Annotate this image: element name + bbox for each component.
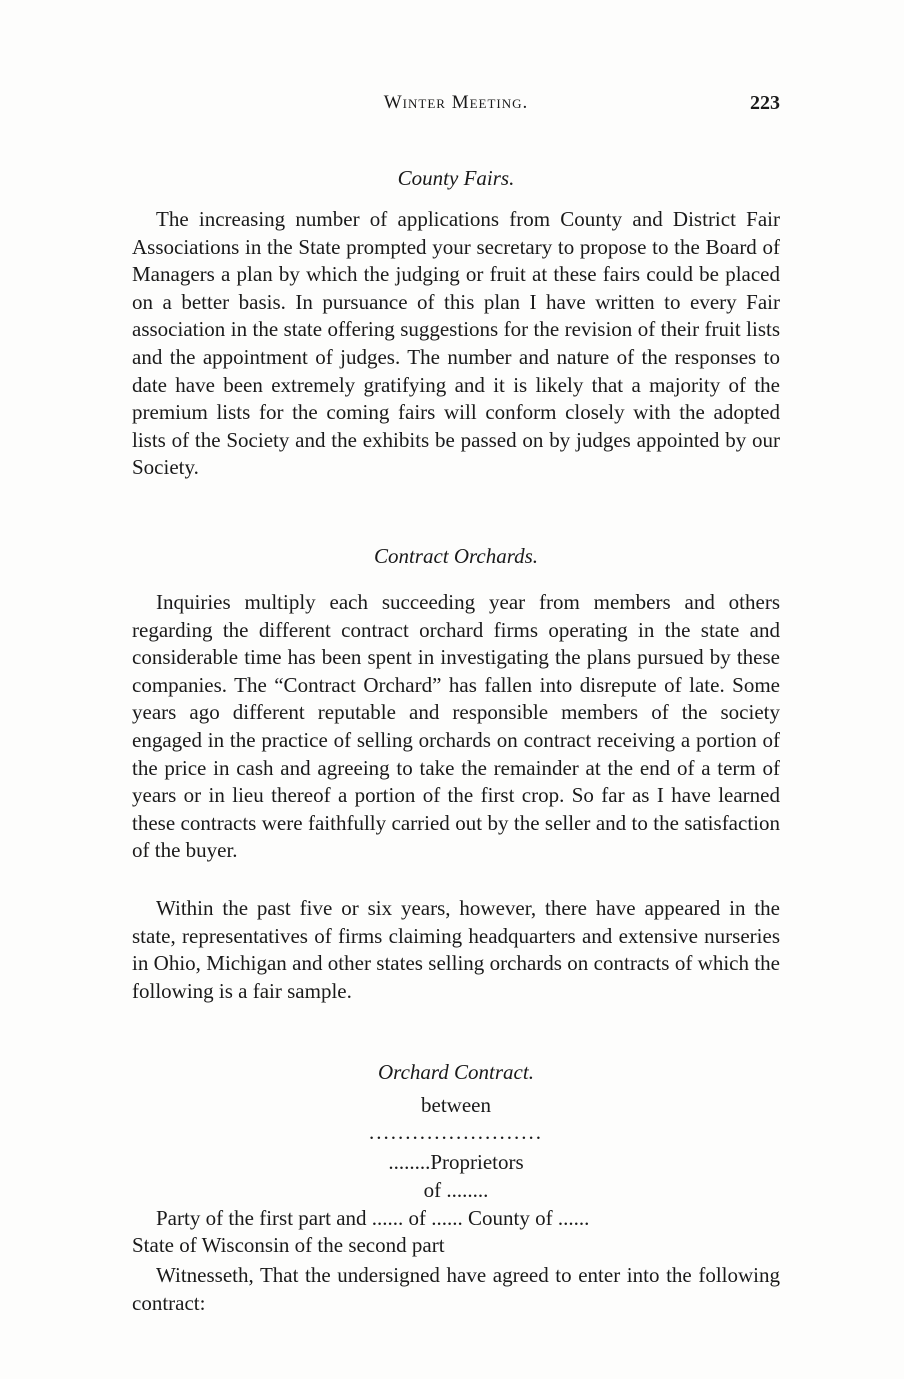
contract-proprietors-line: ........Proprietors <box>388 1150 524 1174</box>
paragraph-county-fairs: The increasing number of applications from County and District Fair Associations in the State prompted your secretary to propose to the Board of Managers a plan by which the judging or fruit at these fairs could be placed on a better basis. In pursuance of this plan I have written to every Fair association in the state offering suggestions for the revision of their fruit lists and the appointment of judges. The number and nature of the responses to date have been extremely gratifying and it is likely that a majority of the premium lists for the coming fairs will conform closely with the adopted lists of the Society and the exhibits be passed on by judges appointed by our Society. <box>132 207 780 480</box>
heading-county-fairs: County Fairs. <box>397 166 515 190</box>
contract-dots-line: ........................ <box>369 1120 543 1144</box>
page-number: 223 <box>750 92 780 114</box>
paragraph-contract-orchards-1: Inquiries multiply each succeeding year from members and others regarding the different contract orchard firms operating in the state and considerable time has been spent in investigating the plans pursued by these companies. The “Contract Orchard” has fallen into disrepute of late. Some years ago different reputable and responsible members of the society engaged in the practice of selling orchards on contract receiving a portion of the price in cash and agreeing to take the remainder at the end of a term of years or in lieu thereof a portion of the first crop. So far as I have learned these contracts were faithfully carried out by the seller and to the satisfaction of the buyer. <box>132 590 780 863</box>
contract-party-line: Party of the first part and ...... of ...... County of ...... <box>156 1206 590 1230</box>
contract-witnesseth: Witnesseth, That the undersigned have agreed to enter into the following contract: <box>132 1263 780 1315</box>
heading-contract-orchards: Contract Orchards. <box>373 544 539 568</box>
contract-between: between <box>421 1093 491 1117</box>
page-header <box>132 92 780 122</box>
paragraph-contract-orchards-2: Within the past five or six years, however, there have appeared in the state, representatives of firms claiming headquarters and extensive nurseries in Ohio, Michigan and other states selling orchards on contracts of which the following is a fair sample. <box>132 896 780 1003</box>
contract-state-line: State of Wisconsin of the second part <box>132 1233 445 1257</box>
heading-orchard-contract: Orchard Contract. <box>378 1060 534 1084</box>
contract-of-line: of ........ <box>423 1178 489 1202</box>
running-head: Winter Meeting. <box>383 92 529 113</box>
